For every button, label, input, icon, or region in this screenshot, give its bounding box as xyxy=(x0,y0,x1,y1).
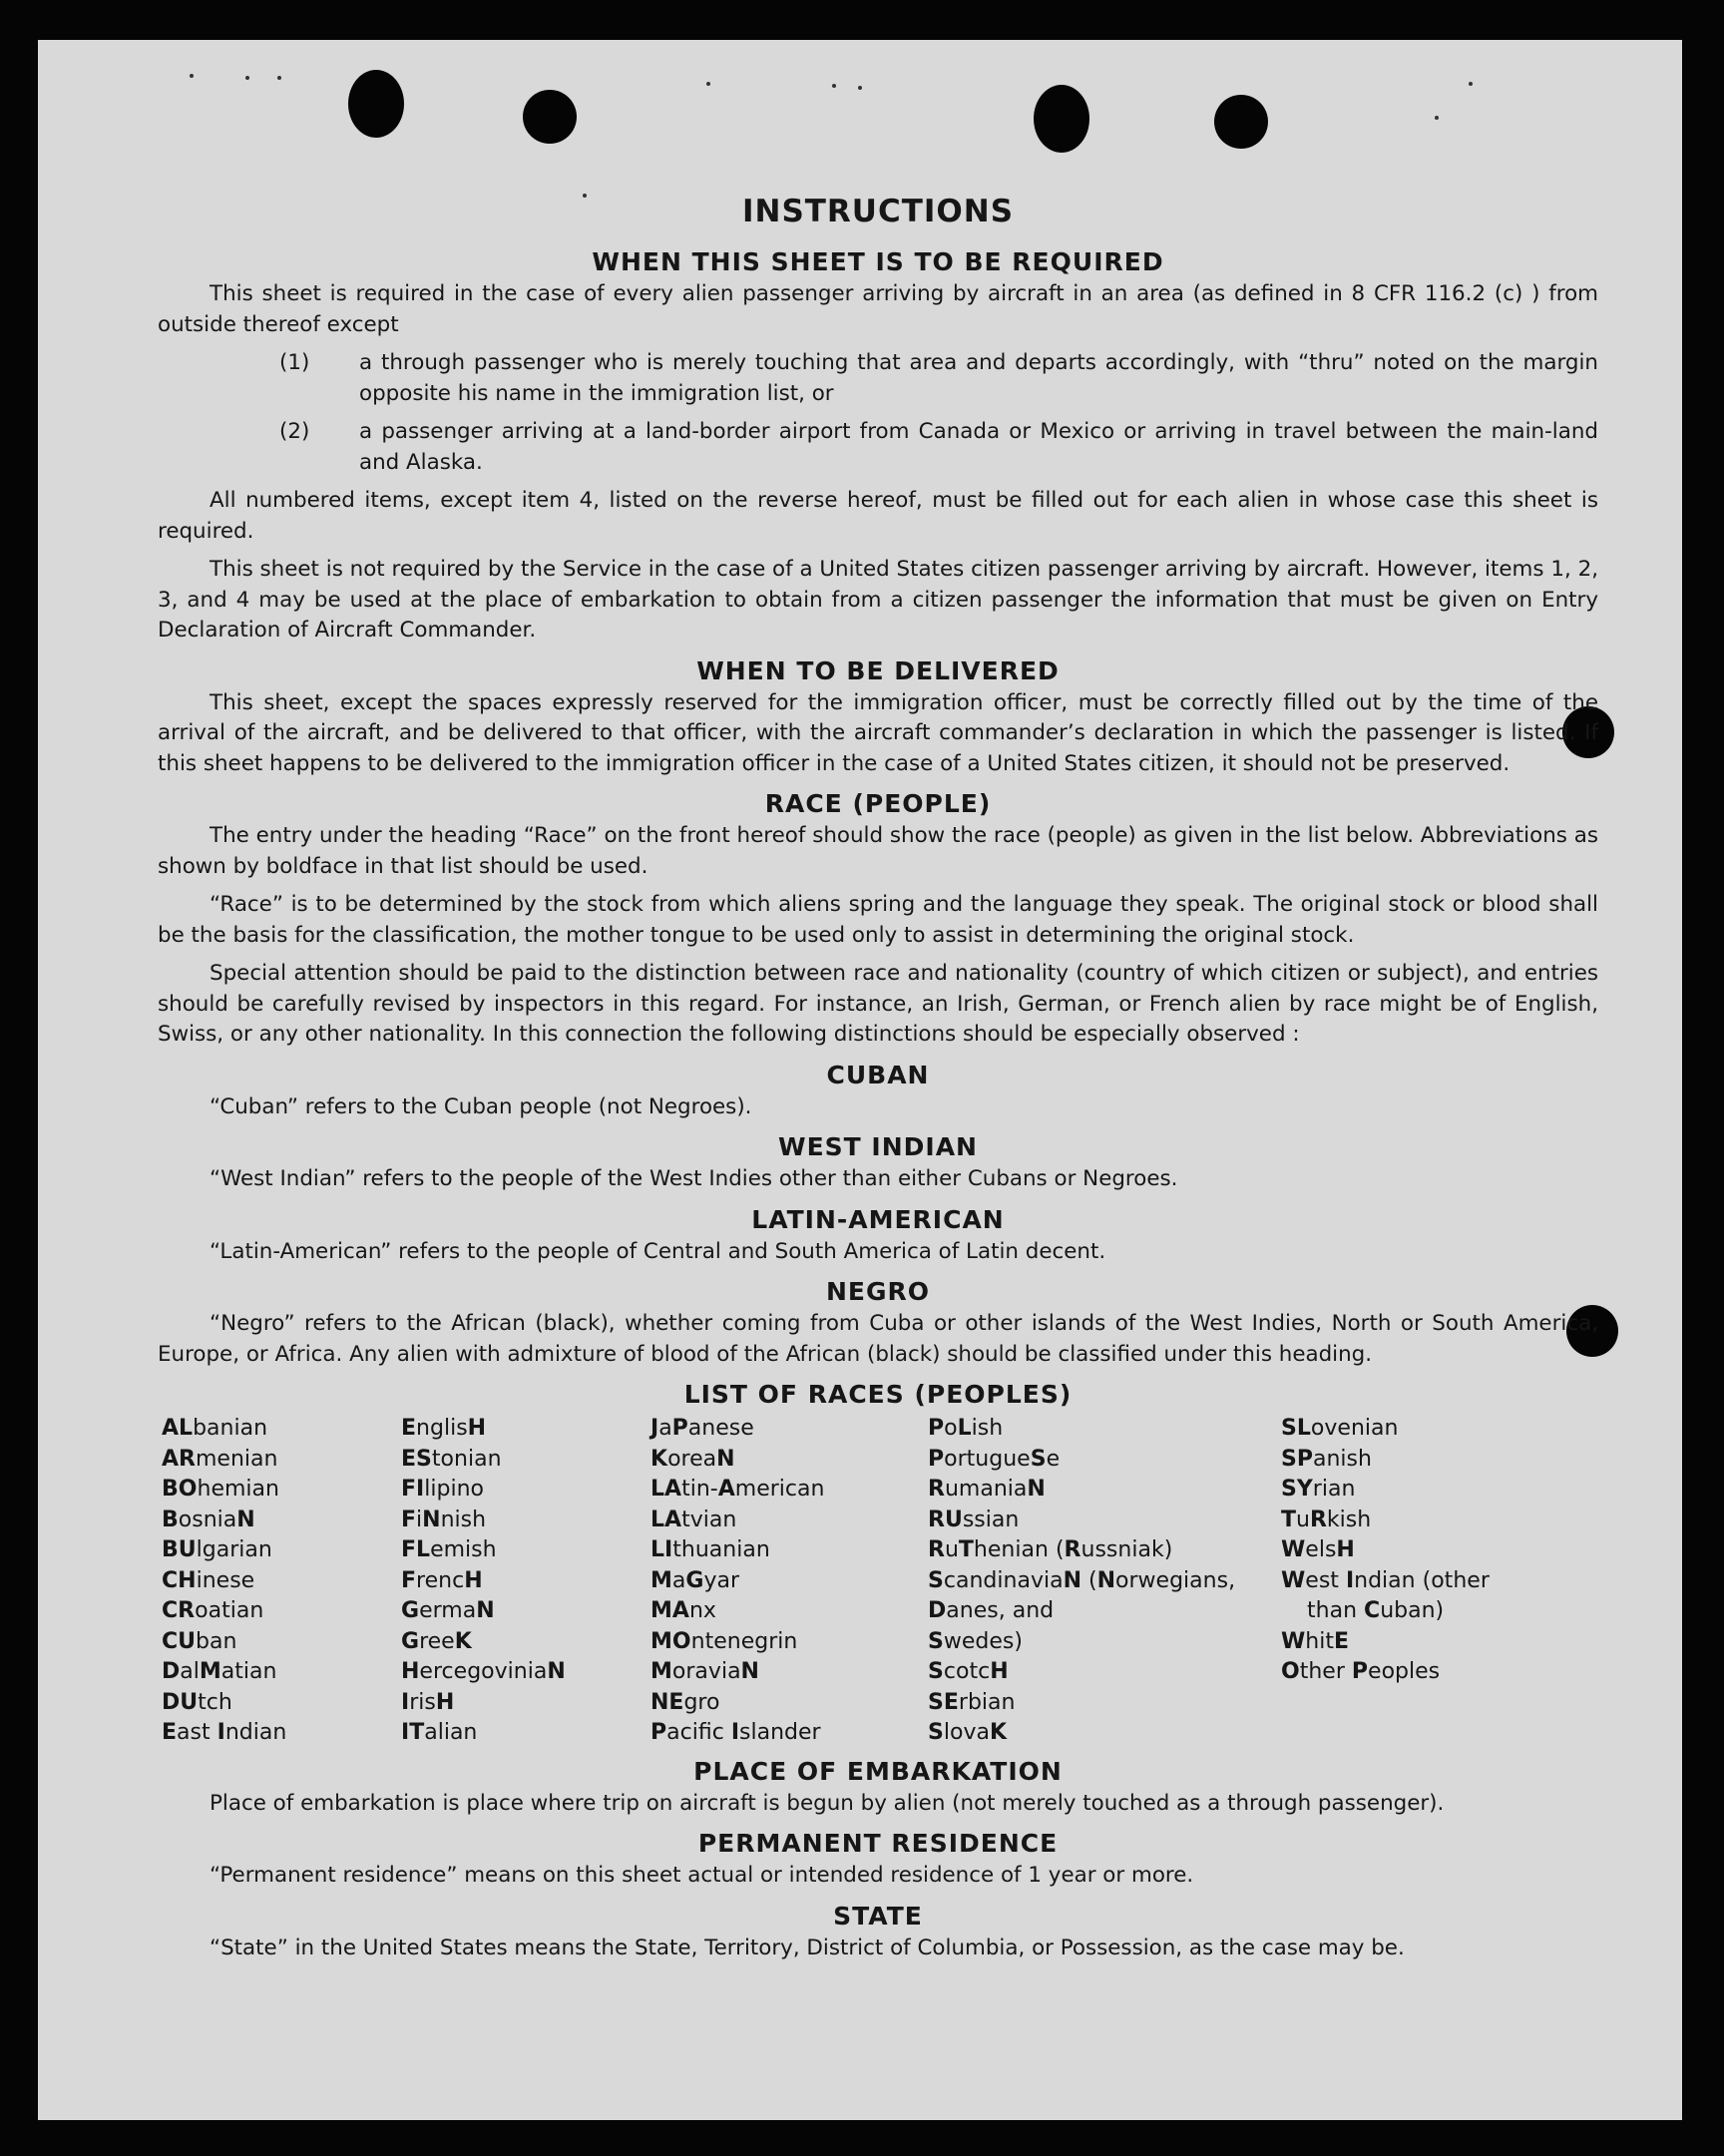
section-heading-race: RACE (PEOPLE) xyxy=(764,789,992,818)
race-entry: MAnx xyxy=(650,1598,716,1623)
race-entry: Pacifc Islander xyxy=(650,1720,821,1745)
race-column xyxy=(162,1414,401,1749)
race-entry: BosniaN xyxy=(162,1507,255,1532)
race-entry: West Indian (other xyxy=(1281,1567,1490,1593)
section-heading-embarkation: PLACE OF EMBARKATION xyxy=(693,1756,1063,1786)
race-entry: MoraviaN xyxy=(650,1659,759,1684)
item-text: a passenger arriving at a land-border airport from Canada or Mexico or arriving in travel between the main-land and Alaska. xyxy=(359,419,1598,475)
exception-item xyxy=(158,348,1598,409)
race-entry: NEgro xyxy=(650,1689,720,1715)
race-entry: LIthuanian xyxy=(650,1537,770,1562)
race-entry: SYrian xyxy=(1281,1477,1356,1502)
paragraph: “Permanent residence” means on this sheet actual or intended residence of 1 year or more. xyxy=(210,1863,1194,1888)
document-sheet xyxy=(38,40,1682,2120)
item-number: (2) xyxy=(279,419,310,444)
race-column xyxy=(401,1414,650,1749)
race-entry: GreeK xyxy=(401,1628,472,1654)
race-entry: TuRkish xyxy=(1281,1507,1372,1532)
race-column xyxy=(928,1414,1281,1749)
race-column xyxy=(1281,1414,1600,1749)
race-entry: EStonian xyxy=(401,1446,502,1472)
speck xyxy=(706,82,710,86)
section-heading-cuban: CUBAN xyxy=(826,1060,930,1089)
section-heading-list-of-races: LIST OF RACES (PEOPLES) xyxy=(683,1380,1073,1409)
paragraph: “Race” is to be determined by the stock from which aliens spring and the language they speak. The original stock or blood shall be the basis for the classification, the mother tongue to be used only to assist in determining the original stock. xyxy=(158,892,1598,948)
race-entry: GermaN xyxy=(401,1598,495,1623)
race-entry: FrencH xyxy=(401,1567,483,1593)
paragraph: This sheet, except the spaces expressly reserved for the immigration officer, must be correctly filled out by the time of the arrival of the aircraft, and be delivered to that officer, with the aircraft commander’s declaration in which the passenger is listed. If this sheet happens to be delivered to the immigration officer in the case of a United States citizen, it should not be preserved. xyxy=(158,689,1598,776)
race-entry: WelsH xyxy=(1281,1537,1355,1562)
race-entry: SErbian xyxy=(928,1689,1016,1715)
paragraph: “West Indian” refers to the people of the West Indies other than either Cubans or Negroes. xyxy=(210,1166,1178,1191)
race-entry: ARmenian xyxy=(162,1446,278,1472)
paragraph: Special attention should be paid to the distinction between race and nationality (country of which citizen or subject), and entries should be carefully revised by inspectors in this regard. For instance, an Irish, German, or French alien by race might be of English, Swiss, or any other nationality. In this connection the following distinctions should be especially observed : xyxy=(158,961,1598,1047)
race-entry: LAtin-American xyxy=(650,1477,825,1502)
section-heading-delivered: WHEN TO BE DELIVERED xyxy=(696,655,1060,685)
race-entry: ITalian xyxy=(401,1720,478,1745)
race-entry: HercegoviniaN xyxy=(401,1659,566,1684)
punch-hole xyxy=(1214,95,1268,149)
section-heading-negro: NEGRO xyxy=(825,1277,931,1306)
paragraph: “Negro” refers to the African (black), whether coming from Cuba or other islands of the West Indies, North or South America, Europe, or Africa. Any alien with admixture of blood of the African (black) should be classified under this heading. xyxy=(158,1311,1598,1367)
race-entry: DUtch xyxy=(162,1689,232,1715)
paragraph: The entry under the heading “Race” on the front hereof should show the race (people) as given in the list below. Abbreviations as shown by boldface in that list should be used. xyxy=(158,823,1598,879)
exception-item xyxy=(158,417,1598,478)
race-entry: SlovaK xyxy=(928,1720,1008,1745)
race-entry: DalMatian xyxy=(162,1659,277,1684)
race-entry: Danes, and xyxy=(928,1598,1055,1623)
race-entry: MOntenegrin xyxy=(650,1628,798,1654)
speck xyxy=(190,74,194,78)
race-entry: PoLish xyxy=(928,1416,1004,1441)
race-entry: JaPanese xyxy=(650,1416,754,1441)
section-heading-state: STATE xyxy=(833,1901,923,1931)
race-entry: ScandinaviaN (Norwegians, xyxy=(928,1567,1236,1593)
speck xyxy=(1435,116,1439,120)
paragraph: All numbered items, except item 4, listed on the reverse hereof, must be filled out for each alien in whose case this sheet is required. xyxy=(158,488,1598,544)
section-heading-latin-american: LATIN-AMERICAN xyxy=(751,1204,1005,1234)
item-number: (1) xyxy=(279,350,310,375)
speck xyxy=(277,76,281,80)
paragraph: “State” in the United States means the State, Territory, District of Columbia, or Possession, as the case may be. xyxy=(210,1935,1405,1960)
race-entry: EnglisH xyxy=(401,1416,487,1441)
race-entry: RumaniaN xyxy=(928,1477,1046,1502)
page-title: INSTRUCTIONS xyxy=(741,194,1015,229)
speck xyxy=(858,86,862,90)
race-entry: than Cuban) xyxy=(1307,1598,1445,1623)
race-entry: FIlipino xyxy=(401,1477,484,1502)
race-entry: East Indian xyxy=(162,1720,287,1745)
race-entry: CUban xyxy=(162,1628,237,1654)
race-entry: ALbanian xyxy=(162,1416,268,1441)
race-column xyxy=(650,1414,928,1749)
punch-hole xyxy=(1034,85,1089,153)
race-list xyxy=(162,1414,1598,1749)
race-entry: Swedes) xyxy=(928,1628,1023,1654)
paragraph: “Latin-American” refers to the people of Central and South America of Latin decent. xyxy=(210,1238,1106,1264)
punch-hole xyxy=(523,90,577,144)
race-entry: FLemish xyxy=(401,1537,497,1562)
race-entry: MaGyar xyxy=(650,1567,740,1593)
paragraph: “Cuban” refers to the Cuban people (not Negroes). xyxy=(210,1093,752,1119)
speck xyxy=(1469,82,1473,86)
race-entry: SPanish xyxy=(1281,1446,1372,1472)
race-entry: KoreaN xyxy=(650,1446,735,1472)
race-entry: PortugueSe xyxy=(928,1446,1061,1472)
race-entry: CHinese xyxy=(162,1567,255,1593)
race-entry: RUssian xyxy=(928,1507,1020,1532)
race-entry: BUlgarian xyxy=(162,1537,272,1562)
race-entry: WhitE xyxy=(1281,1628,1350,1654)
item-text: a through passenger who is merely touching that area and departs accordingly, with “thru” noted on the margin opposite his name in the immigration list, or xyxy=(359,350,1598,406)
section-heading-required: WHEN THIS SHEET IS TO BE REQUIRED xyxy=(592,247,1164,276)
paragraph: Place of embarkation is place where trip on aircraft is begun by alien (not merely touched as a through passenger). xyxy=(210,1790,1445,1816)
race-entry: BOhemian xyxy=(162,1477,279,1502)
speck xyxy=(832,84,836,88)
race-entry: RuThenian (Russniak) xyxy=(928,1537,1173,1562)
instructions-content xyxy=(158,190,1598,1971)
paragraph: This sheet is not required by the Service in the case of a United States citizen passenger arriving by aircraft. However, items 1, 2, 3, and 4 may be used at the place of embarkation to obtain from a citizen passenger the information that must be given on Entry Declaration of Aircraft Commander. xyxy=(158,557,1598,643)
race-entry: CRoatian xyxy=(162,1598,264,1623)
race-entry: LAtvian xyxy=(650,1507,737,1532)
section-heading-residence: PERMANENT RESIDENCE xyxy=(697,1829,1059,1858)
paragraph: This sheet is required in the case of every alien passenger arriving by aircraft in an area (as defined in 8 CFR 116.2 (c) ) from outside thereof except xyxy=(158,281,1598,337)
race-entry: ScotcH xyxy=(928,1659,1009,1684)
race-entry: SLovenian xyxy=(1281,1416,1399,1441)
punch-hole xyxy=(348,70,404,138)
race-entry: IrisH xyxy=(401,1689,455,1715)
section-heading-west-indian: WEST INDIAN xyxy=(778,1132,978,1161)
speck xyxy=(245,76,249,80)
race-entry: FiNnish xyxy=(401,1507,487,1532)
race-entry: Other Peoples xyxy=(1281,1659,1441,1684)
